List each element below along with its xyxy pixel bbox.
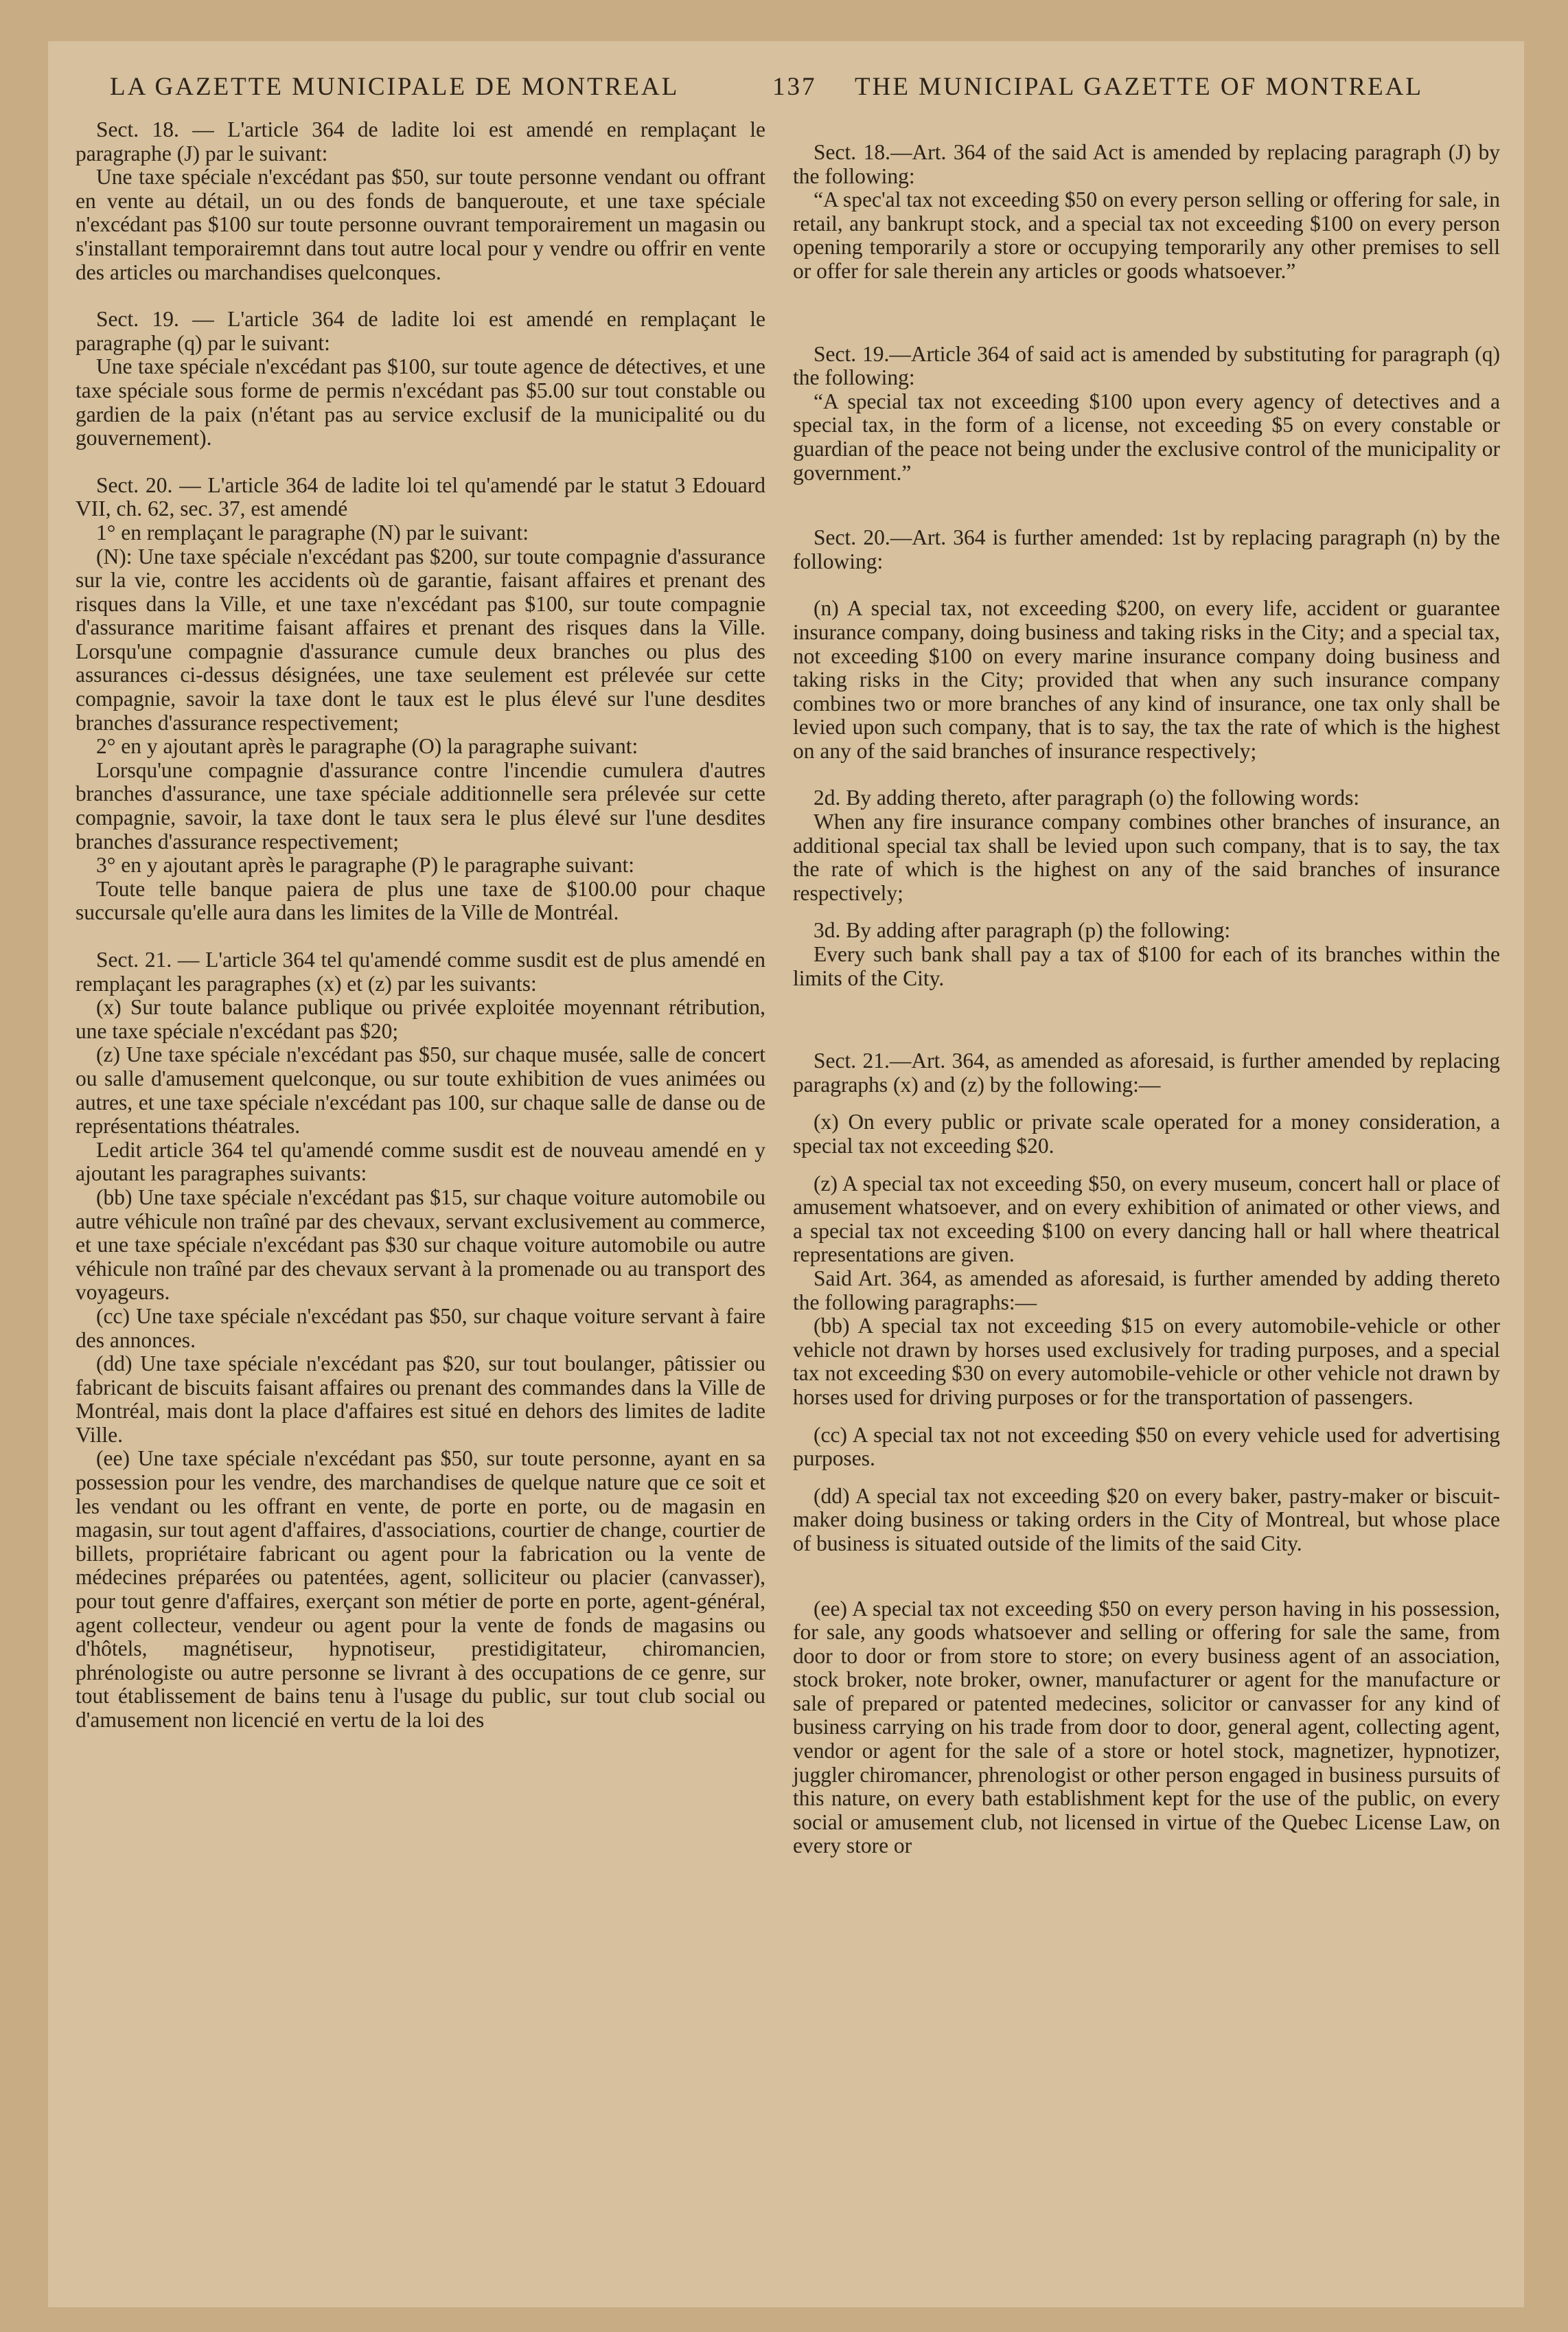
fr-sect-20-bank: Toute telle banque paiera de plus une taxe de $100.00 pour chaque succursale qu'elle aura dans les limites de la Ville de Montréal. (76, 876, 765, 925)
fr-sect-20-fire-insurance: Lorsqu'une compagnie d'assurance contre l'incendie cumulera d'autres branches d'assurance, une taxe spéciale additionnelle sera prélevée sur cette compagnie, savoir, la taxe dont le taux sera le plus élevé sur l'une desdites branches d'assurance respectivement; (76, 757, 765, 854)
fr-sect-20-item-1: 1° en remplaçant le paragraphe (N) par le suivant: (96, 520, 529, 545)
fr-sect-21-para-dd: (dd) Une taxe spéciale n'excédant pas $20, sur tout boulanger, pâtissier ou fabricant de biscuits faisant affaires ou prenant des commandes dans la Ville de Montréal, mais dont la place d'affaires est situé en dehors des limites de ladite Ville. (76, 1351, 765, 1447)
en-sect-20-heading: Sect. 20.—Art. 364 is further amended: 1st by replacing paragraph (n) by the following: (793, 525, 1500, 573)
fr-sect-21-heading: Sect. 21. — L'article 364 tel qu'amendé comme susdit est de plus amendé en remplaçant les paragraphes (x) et (z) par les suivants: (76, 948, 765, 996)
en-sect-21-amend: Said Art. 364, as amended as aforesaid, is further amended by adding thereto the following paragraphs:— (793, 1266, 1500, 1314)
en-sect-20-item-2: 2d. By adding thereto, after paragraph (o) the following words: (814, 786, 1360, 810)
en-sect-20-para-n: (n) A special tax, not exceeding $200, on every life, accident or guarantee insurance company, doing business and taking risks in the City; and a special tax, not exceeding $100 on every marine insurance company doing business and taking risks in the City; provided that when any such insurance company combines two or more branches of any kind of insurance, one tax only shall be levied upon such company, that is to say, the tax the rate of which is the highest on any of the said branches of insurance respectively; (793, 596, 1500, 763)
en-sect-21-para-bb: (bb) A special tax not exceeding $15 on every automobile-vehicle or other vehicle not drawn by horses used exclusively for trading purposes, and a special tax not exceeding $30 on every automobile-vehicle or other vehicle not drawn by horses used for driving purposes or for the transportation of passengers. (793, 1314, 1500, 1409)
header-title-french: LA GAZETTE MUNICIPALE DE MONTREAL (110, 73, 680, 101)
en-sect-20-item-3: 3d. By adding after paragraph (p) the following: (814, 918, 1231, 943)
fr-sect-21-para-z: (z) Une taxe spéciale n'excédant pas $50, sur chaque musée, salle de concert ou salle d'amusement quelconque, ou sur toute exhibition de vues animées ou autres, et une taxe spéciale n'excédant pas 100, sur chaque salle de danse ou de représentations théatrales. (76, 1042, 765, 1139)
en-sect-21-para-ee: (ee) A special tax not exceeding $50 on every person having in his possession, for sale, any goods whatsoever and selling or offering for sale the same, from door to door or from store to store; on every business agent of an association, stock broker, note broker, owner, manufacturer or agent for the manufacture or sale of prepared or patented medecines, solicitor or canvasser for any kind of business carrying on his trade from door to door, general agent, collecting agent, vendor or agent for the sale of a store or hotel stock, magnetizer, hypnotizer, juggler chiromancer, phrenologist or other person engaged in business pursuits of this nature, on every bath establishment kept for the use of the public, on every social or amusement club, not licensed in virtue of the Quebec License Law, on every store or (793, 1596, 1500, 1858)
fr-sect-20-item-3: 3° en y ajoutant après le paragraphe (P) le paragraphe suivant: (96, 853, 635, 878)
en-sect-20-bank: Every such bank shall pay a tax of $100 for each of its branches within the limits of the City. (793, 942, 1500, 990)
en-sect-19-text: “A special tax not exceeding $100 upon every agency of detectives and a special tax, in the form of a license, not exceeding $5 on every constable or guardian of the peace not being under the exclusive control of the municipality or government.” (793, 389, 1500, 485)
fr-sect-21-para-x: (x) Sur toute balance publique ou privée exploitée moyennant rétribution, une taxe spéciale n'excédant pas $20; (76, 995, 765, 1043)
fr-sect-21-para-cc: (cc) Une taxe spéciale n'excédant pas $50, sur chaque voiture servant à faire des annonces. (76, 1303, 765, 1352)
fr-sect-18-heading: Sect. 18. — L'article 364 de ladite loi est amendé en remplaçant le paragraphe (J) par le suivant: (76, 117, 765, 165)
fr-sect-21-amend: Ledit article 364 tel qu'amendé comme susdit est de nouveau amendé en y ajoutant les paragraphes suivants: (76, 1137, 765, 1186)
french-column (76, 118, 765, 1733)
fr-sect-20-item-2: 2° en y ajoutant après le paragraphe (O) la paragraphe suivant: (96, 734, 638, 759)
fr-sect-21-para-ee: (ee) Une taxe spéciale n'excédant pas $50, sur toute personne, ayant en sa possession pour les vendre, des marchandises de quelque nature que ce soit et les vendant ou les offrant en vente, de porte en porte, ou de magasin en magasin, sur tout agent d'affaires, d'associations, courtier de change, courtier de billets, propriétaire fabricant ou agent pour la fabrication ou la vente de médecines préparées ou patentées, agent, solliciteur ou placier (canvasser), pour tout genre d'affaires, exerçant son métier de porte en porte, agent-général, agent collecteur, vendeur ou agent pour la vente de fonds de magasins ou d'hôtels, magnétiseur, hypnotiseur, prestidigitateur, chiromancien, phrénologiste ou autre personne se livrant à des occupations de ce genre, sur tout établissement de bains tenu à l'usage du public, sur tout club social ou d'amusement non licencié en vertu de la loi des (76, 1446, 765, 1732)
en-sect-21-para-z: (z) A special tax not exceeding $50, on every museum, concert hall or place of amusement whatsoever, and on every exhibition of animated or other views, and a special tax not exceeding $100 on every dancing hall or hall where theatrical representations are given. (793, 1171, 1500, 1267)
en-sect-21-para-cc: (cc) A special tax not not exceeding $50 on every vehicle used for advertising purposes. (793, 1422, 1500, 1471)
en-sect-21-heading: Sect. 21.—Art. 364, as amended as aforesaid, is further amended by replacing paragraphs (x) and (z) by the following:— (793, 1049, 1500, 1097)
fr-sect-20-heading: Sect. 20. — L'article 364 de ladite loi tel qu'amendé par le statut 3 Edouard VII, ch. 62, sec. 37, est amendé (76, 472, 765, 521)
header-title-english: THE MUNICIPAL GAZETTE OF MONTREAL (855, 73, 1423, 101)
fr-sect-19-heading: Sect. 19. — L'article 364 de ladite loi est amendé en remplaçant le paragraphe (q) par le suivant: (76, 307, 765, 355)
en-sect-21-para-x: (x) On every public or private scale operated for a money consideration, a special tax not exceeding $20. (793, 1110, 1500, 1158)
page-header (110, 72, 1503, 120)
fr-sect-20-para-n: (N): Une taxe spéciale n'excédant pas $200, sur toute compagnie d'assurance sur la vie, contre les accidents où de garantie, faisant affaires et prenant des risques dans la Ville, et une taxe n'excédant pas $100, sur toute compagnie d'assurance maritime faisant affaires et prenant des risques dans la Ville. Lorsqu'une compagnie d'assurance cumule deux branches ou plus des assurances ci-dessus désignées, une taxe seulement est prélevée sur cette compagnie, savoir la taxe dont le taux est le plus élevé sur l'une desdites branches d'assurance respectivement; (76, 544, 765, 735)
fr-sect-19-text: Une taxe spéciale n'excédant pas $100, sur toute agence de détectives, et une taxe spéciale sous forme de permis n'excédant pas $5.00 sur tout constable ou gardien de la paix (n'étant pas au service exclusif de la municipalité ou du gouvernement). (76, 354, 765, 450)
en-sect-18-text: “A spec'al tax not exceeding $50 on every person selling or offering for sale, in retail, any bankrupt stock, and a special tax not exceeding $100 on every person opening temporarily a store or occupying temporarily any other premises to sell or offer for sale therein any articles or goods whatsoever.” (793, 187, 1500, 283)
fr-sect-18-text: Une taxe spéciale n'excédant pas $50, sur toute personne vendant ou offrant en vente au détail, un ou des fonds de banqueroute, et une taxe spéciale n'excédant pas $100 sur toute personne ouvrant temporairement un magasin ou s'installant temporairemnt dans tout autre local pour y vendre ou offrir en vente des articles ou marchandises quelconques. (76, 165, 765, 284)
fr-sect-21-para-bb: (bb) Une taxe spéciale n'excédant pas $15, sur chaque voiture automobile ou autre véhicule non traîné par des chevaux, servant exclusivement au commerce, et une taxe spéciale n'excédant pas $30 sur chaque voiture automobile ou autre véhicule non traîné par des chevaux servant à la promenade ou au transport des voyageurs. (76, 1185, 765, 1305)
page-number: 137 (772, 73, 817, 101)
en-sect-21-para-dd: (dd) A special tax not exceeding $20 on every baker, pastry-maker or biscuit-maker doing business or taking orders in the City of Montreal, but whose place of business is situated outside of the limits of the said City. (793, 1483, 1500, 1555)
english-column (793, 141, 1500, 1858)
en-sect-19-heading: Sect. 19.—Article 364 of said act is amended by substituting for paragraph (q) the following: (793, 341, 1500, 390)
en-sect-20-fire-insurance: When any fire insurance company combines other branches of insurance, an additional special tax shall be levied upon such company, that is to say, the tax the rate of which is the highest on any of the said branches of insurance respectively; (793, 810, 1500, 905)
en-sect-18-heading: Sect. 18.—Art. 364 of the said Act is amended by replacing paragraph (J) by the following: (793, 140, 1500, 188)
